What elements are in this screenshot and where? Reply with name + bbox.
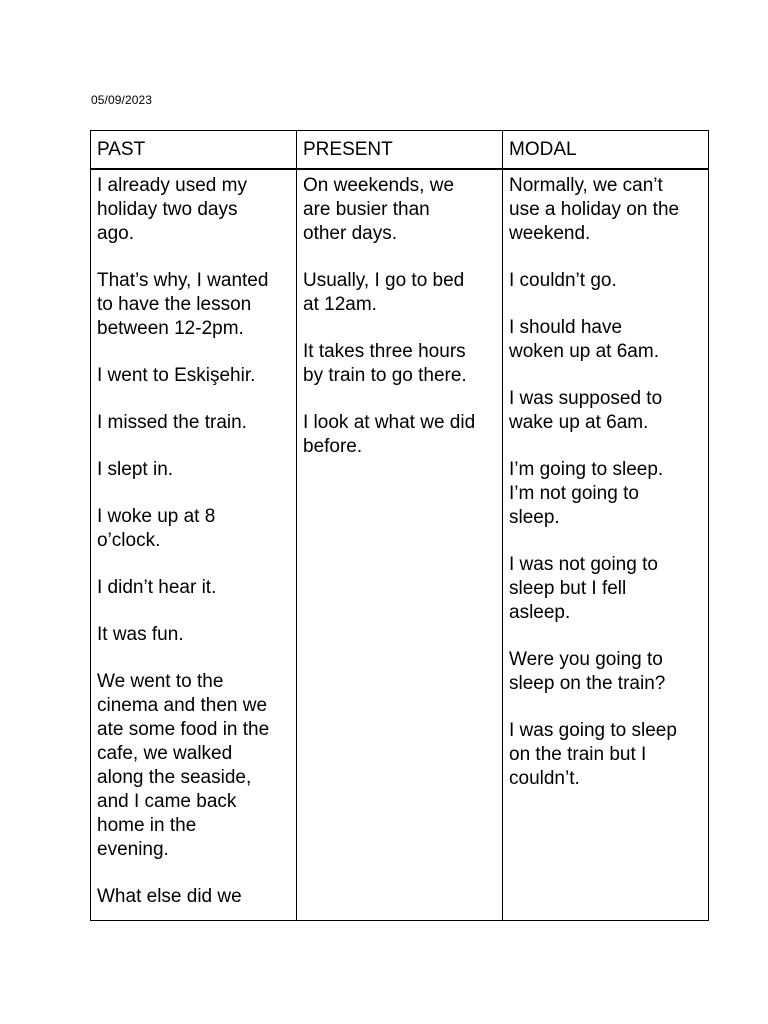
past-entry: I missed the train. (97, 412, 247, 433)
modal-entry: I was supposed to wake up at 6am. (509, 388, 663, 433)
past-entry: We went to the cinema and then we ate some food in the cafe, we walked along the seaside, and I came back home in the evening. (97, 671, 270, 860)
present-entry: Usually, I go to bed at 12am. (303, 270, 465, 315)
document-date: 05/09/2023 (91, 93, 153, 107)
header-present: PRESENT (297, 131, 503, 170)
past-entry: I slept in. (97, 459, 174, 480)
modal-entry: Were you going to sleep on the train? (509, 649, 666, 694)
header-past: PAST (91, 131, 297, 170)
modal-entry: Normally, we can’t use a holiday on the weekend. (509, 175, 680, 244)
present-entry: I look at what we did before. (303, 412, 476, 457)
modal-entry: I was not going to sleep but I fell asleep. (509, 554, 658, 623)
modal-column (503, 169, 709, 921)
past-entry: That’s why, I wanted to have the lesson between 12-2pm. (97, 270, 269, 339)
past-entry: I already used my holiday two days ago. (97, 175, 247, 244)
present-column (297, 169, 503, 921)
header-row (91, 131, 709, 170)
modal-entry: I should have woken up at 6am. (509, 317, 659, 362)
past-entry: What else did we (97, 886, 242, 907)
present-entry: It takes three hours by train to go there. (303, 341, 467, 386)
past-column (91, 169, 297, 921)
tense-table (90, 130, 709, 921)
header-modal: MODAL (503, 131, 709, 170)
past-entry: I didn’t hear it. (97, 577, 217, 598)
content-row (91, 169, 709, 921)
present-entry: On weekends, we are busier than other days. (303, 175, 455, 244)
modal-entry: I was going to sleep on the train but I couldn’t. (509, 720, 677, 789)
past-entry: I woke up at 8 o’clock. (97, 506, 216, 551)
past-entry: It was fun. (97, 624, 184, 645)
past-entry: I went to Eskişehir. (97, 365, 256, 386)
modal-entry: I’m going to sleep. I’m not going to sleep. (509, 459, 664, 528)
modal-entry: I couldn’t go. (509, 270, 617, 291)
